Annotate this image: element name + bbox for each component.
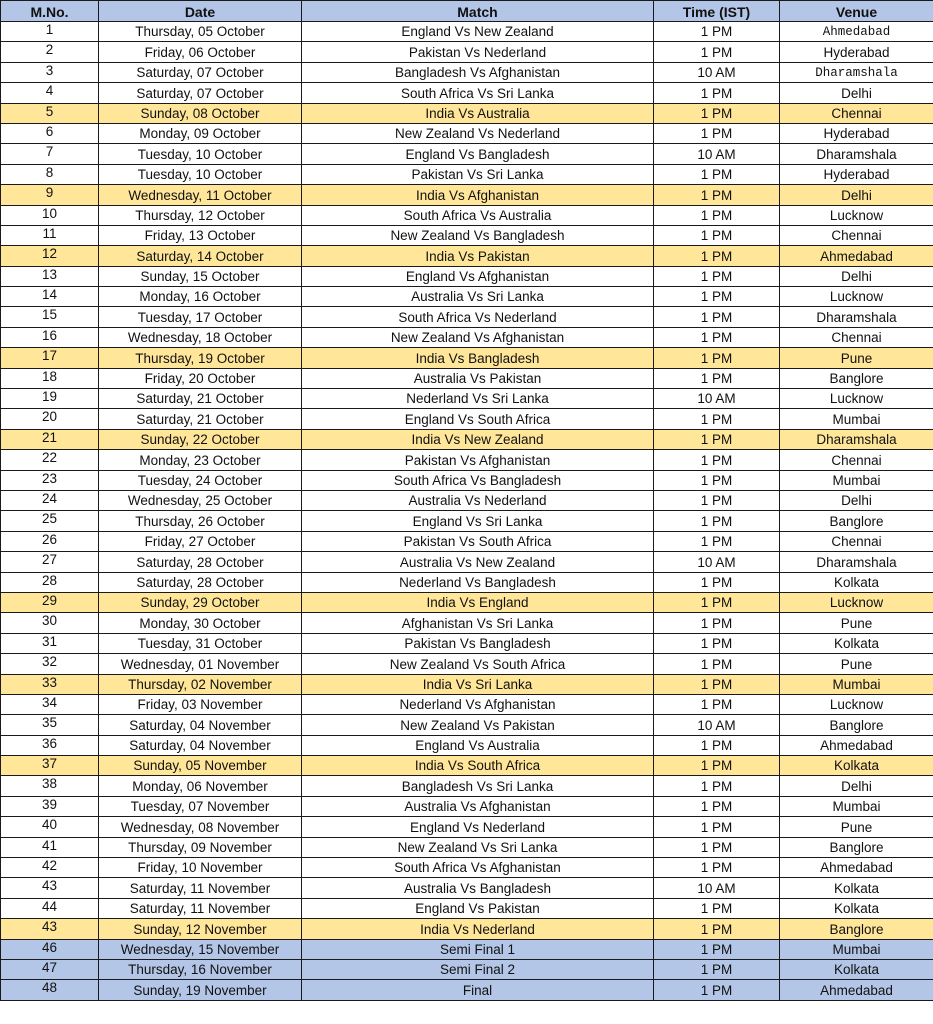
date-cell: Saturday, 11 November bbox=[99, 898, 302, 918]
time-cell: 1 PM bbox=[654, 123, 780, 143]
venue-cell: Delhi bbox=[780, 185, 933, 205]
time-cell: 1 PM bbox=[654, 42, 780, 62]
table-row bbox=[1, 123, 933, 143]
match-number-cell: 37 bbox=[1, 756, 99, 776]
venue-cell: Dharamshala bbox=[780, 144, 933, 164]
table-row bbox=[1, 715, 933, 735]
time-cell: 10 AM bbox=[654, 62, 780, 82]
date-cell: Monday, 16 October bbox=[99, 287, 302, 307]
time-cell: 1 PM bbox=[654, 572, 780, 592]
match-number-cell: 25 bbox=[1, 511, 99, 531]
venue-cell: Pune bbox=[780, 348, 933, 368]
match-cell: Australia Vs Afghanistan bbox=[302, 796, 654, 816]
venue-cell: Ahmedabad bbox=[780, 735, 933, 755]
table-row bbox=[1, 205, 933, 225]
date-cell: Wednesday, 25 October bbox=[99, 490, 302, 510]
match-number-cell: 17 bbox=[1, 348, 99, 368]
time-cell: 1 PM bbox=[654, 796, 780, 816]
venue-cell: Banglore bbox=[780, 715, 933, 735]
match-cell: India Vs Australia bbox=[302, 103, 654, 123]
match-cell: England Vs Pakistan bbox=[302, 898, 654, 918]
match-cell: South Africa Vs Afghanistan bbox=[302, 858, 654, 878]
table-row bbox=[1, 898, 933, 918]
date-cell: Saturday, 14 October bbox=[99, 246, 302, 266]
date-cell: Sunday, 29 October bbox=[99, 592, 302, 612]
date-cell: Friday, 27 October bbox=[99, 531, 302, 551]
table-row bbox=[1, 776, 933, 796]
venue-cell: Mumbai bbox=[780, 674, 933, 694]
match-number-cell: 3 bbox=[1, 62, 99, 82]
table-row bbox=[1, 470, 933, 490]
match-cell: South Africa Vs Bangladesh bbox=[302, 470, 654, 490]
venue-cell: Hyderabad bbox=[780, 123, 933, 143]
time-cell: 1 PM bbox=[654, 919, 780, 939]
match-cell: Afghanistan Vs Sri Lanka bbox=[302, 613, 654, 633]
match-number-cell: 28 bbox=[1, 572, 99, 592]
date-cell: Tuesday, 07 November bbox=[99, 796, 302, 816]
venue-cell: Kolkata bbox=[780, 878, 933, 898]
match-number-cell: 35 bbox=[1, 715, 99, 735]
match-cell: England Vs Afghanistan bbox=[302, 266, 654, 286]
match-cell: India Vs Bangladesh bbox=[302, 348, 654, 368]
time-cell: 1 PM bbox=[654, 450, 780, 470]
match-number-cell: 26 bbox=[1, 531, 99, 551]
table-row bbox=[1, 185, 933, 205]
match-cell: England Vs Nederland bbox=[302, 817, 654, 837]
match-number-cell: 24 bbox=[1, 490, 99, 510]
match-cell: Pakistan Vs Afghanistan bbox=[302, 450, 654, 470]
match-cell: Nederland Vs Sri Lanka bbox=[302, 389, 654, 409]
match-number-cell: 40 bbox=[1, 817, 99, 837]
match-number-cell: 31 bbox=[1, 633, 99, 653]
table-row bbox=[1, 613, 933, 633]
match-number-cell: 21 bbox=[1, 429, 99, 449]
table-row bbox=[1, 409, 933, 429]
table-row bbox=[1, 42, 933, 62]
time-cell: 1 PM bbox=[654, 409, 780, 429]
table-row bbox=[1, 327, 933, 347]
match-number-cell: 44 bbox=[1, 898, 99, 918]
venue-cell: Pune bbox=[780, 654, 933, 674]
time-cell: 1 PM bbox=[654, 103, 780, 123]
date-cell: Friday, 10 November bbox=[99, 858, 302, 878]
venue-cell: Hyderabad bbox=[780, 42, 933, 62]
match-cell: Australia Vs Sri Lanka bbox=[302, 287, 654, 307]
venue-cell: Chennai bbox=[780, 327, 933, 347]
match-cell: South Africa Vs Australia bbox=[302, 205, 654, 225]
date-cell: Sunday, 22 October bbox=[99, 429, 302, 449]
match-number-cell: 1 bbox=[1, 22, 99, 42]
match-number-cell: 2 bbox=[1, 42, 99, 62]
table-row bbox=[1, 980, 933, 1000]
venue-cell: Hyderabad bbox=[780, 164, 933, 184]
time-cell: 1 PM bbox=[654, 287, 780, 307]
date-cell: Saturday, 11 November bbox=[99, 878, 302, 898]
venue-cell: Delhi bbox=[780, 776, 933, 796]
time-cell: 1 PM bbox=[654, 980, 780, 1000]
time-cell: 1 PM bbox=[654, 817, 780, 837]
date-cell: Thursday, 12 October bbox=[99, 205, 302, 225]
match-number-cell: 9 bbox=[1, 185, 99, 205]
match-number-cell: 42 bbox=[1, 858, 99, 878]
venue-cell: Delhi bbox=[780, 490, 933, 510]
table-row bbox=[1, 735, 933, 755]
table-row bbox=[1, 572, 933, 592]
match-number-cell: 48 bbox=[1, 980, 99, 1000]
table-row bbox=[1, 450, 933, 470]
venue-cell: Dharamshala bbox=[780, 552, 933, 572]
table-row bbox=[1, 592, 933, 612]
match-number-cell: 30 bbox=[1, 613, 99, 633]
match-cell: Bangladesh Vs Afghanistan bbox=[302, 62, 654, 82]
date-cell: Saturday, 04 November bbox=[99, 735, 302, 755]
venue-cell: Ahmedabad bbox=[780, 980, 933, 1000]
date-cell: Saturday, 28 October bbox=[99, 572, 302, 592]
venue-cell: Dharamshala bbox=[780, 429, 933, 449]
venue-cell: Chennai bbox=[780, 103, 933, 123]
venue-cell: Kolkata bbox=[780, 756, 933, 776]
match-cell: New Zealand Vs Afghanistan bbox=[302, 327, 654, 347]
table-row bbox=[1, 674, 933, 694]
match-number-cell: 39 bbox=[1, 796, 99, 816]
table-row bbox=[1, 144, 933, 164]
table-row bbox=[1, 389, 933, 409]
match-number-cell: 29 bbox=[1, 592, 99, 612]
match-cell: Semi Final 1 bbox=[302, 939, 654, 959]
match-number-cell: 10 bbox=[1, 205, 99, 225]
venue-cell: Banglore bbox=[780, 368, 933, 388]
match-cell: Bangladesh Vs Sri Lanka bbox=[302, 776, 654, 796]
match-cell: India Vs Sri Lanka bbox=[302, 674, 654, 694]
venue-cell: Dharamshala bbox=[780, 62, 933, 82]
time-cell: 1 PM bbox=[654, 490, 780, 510]
match-cell: New Zealand Vs Bangladesh bbox=[302, 225, 654, 245]
match-cell: Pakistan Vs Sri Lanka bbox=[302, 164, 654, 184]
match-number-cell: 32 bbox=[1, 654, 99, 674]
venue-cell: Kolkata bbox=[780, 633, 933, 653]
time-cell: 1 PM bbox=[654, 327, 780, 347]
match-cell: New Zealand Vs Pakistan bbox=[302, 715, 654, 735]
venue-cell: Banglore bbox=[780, 837, 933, 857]
date-cell: Friday, 20 October bbox=[99, 368, 302, 388]
match-cell: New Zealand Vs Nederland bbox=[302, 123, 654, 143]
time-cell: 1 PM bbox=[654, 694, 780, 714]
date-cell: Monday, 30 October bbox=[99, 613, 302, 633]
date-cell: Saturday, 21 October bbox=[99, 389, 302, 409]
date-cell: Monday, 09 October bbox=[99, 123, 302, 143]
venue-cell: Pune bbox=[780, 817, 933, 837]
venue-cell: Mumbai bbox=[780, 409, 933, 429]
date-cell: Wednesday, 11 October bbox=[99, 185, 302, 205]
match-number-cell: 33 bbox=[1, 674, 99, 694]
match-cell: England Vs Bangladesh bbox=[302, 144, 654, 164]
table-row bbox=[1, 164, 933, 184]
date-cell: Thursday, 16 November bbox=[99, 959, 302, 979]
venue-cell: Kolkata bbox=[780, 959, 933, 979]
time-cell: 1 PM bbox=[654, 185, 780, 205]
match-cell: Australia Vs Bangladesh bbox=[302, 878, 654, 898]
match-number-cell: 41 bbox=[1, 837, 99, 857]
match-cell: India Vs Afghanistan bbox=[302, 185, 654, 205]
time-cell: 1 PM bbox=[654, 959, 780, 979]
venue-cell: Lucknow bbox=[780, 389, 933, 409]
match-number-cell: 13 bbox=[1, 266, 99, 286]
venue-cell: Kolkata bbox=[780, 898, 933, 918]
match-cell: England Vs Australia bbox=[302, 735, 654, 755]
date-cell: Friday, 03 November bbox=[99, 694, 302, 714]
date-cell: Tuesday, 24 October bbox=[99, 470, 302, 490]
venue-cell: Chennai bbox=[780, 531, 933, 551]
venue-cell: Chennai bbox=[780, 450, 933, 470]
table-row bbox=[1, 959, 933, 979]
match-number-cell: 4 bbox=[1, 83, 99, 103]
schedule-rows bbox=[1, 22, 933, 1001]
date-cell: Sunday, 08 October bbox=[99, 103, 302, 123]
venue-cell: Mumbai bbox=[780, 470, 933, 490]
match-number-cell: 14 bbox=[1, 287, 99, 307]
header-match: Match bbox=[302, 1, 654, 22]
time-cell: 10 AM bbox=[654, 389, 780, 409]
match-number-cell: 6 bbox=[1, 123, 99, 143]
match-cell: Final bbox=[302, 980, 654, 1000]
match-cell: India Vs England bbox=[302, 592, 654, 612]
date-cell: Saturday, 07 October bbox=[99, 62, 302, 82]
date-cell: Sunday, 12 November bbox=[99, 919, 302, 939]
table-row bbox=[1, 552, 933, 572]
match-number-cell: 43 bbox=[1, 919, 99, 939]
venue-cell: Ahmedabad bbox=[780, 22, 933, 42]
venue-cell: Lucknow bbox=[780, 205, 933, 225]
time-cell: 1 PM bbox=[654, 654, 780, 674]
time-cell: 1 PM bbox=[654, 939, 780, 959]
date-cell: Sunday, 15 October bbox=[99, 266, 302, 286]
date-cell: Sunday, 19 November bbox=[99, 980, 302, 1000]
date-cell: Friday, 13 October bbox=[99, 225, 302, 245]
match-number-cell: 15 bbox=[1, 307, 99, 327]
match-number-cell: 18 bbox=[1, 368, 99, 388]
header-date: Date bbox=[99, 1, 302, 22]
match-number-cell: 27 bbox=[1, 552, 99, 572]
venue-cell: Mumbai bbox=[780, 939, 933, 959]
date-cell: Wednesday, 18 October bbox=[99, 327, 302, 347]
date-cell: Tuesday, 31 October bbox=[99, 633, 302, 653]
time-cell: 1 PM bbox=[654, 246, 780, 266]
table-row bbox=[1, 62, 933, 82]
date-cell: Thursday, 09 November bbox=[99, 837, 302, 857]
match-number-cell: 19 bbox=[1, 389, 99, 409]
match-cell: Pakistan Vs Nederland bbox=[302, 42, 654, 62]
venue-cell: Ahmedabad bbox=[780, 858, 933, 878]
header-time: Time (IST) bbox=[654, 1, 780, 22]
match-cell: India Vs Pakistan bbox=[302, 246, 654, 266]
time-cell: 1 PM bbox=[654, 858, 780, 878]
table-row bbox=[1, 837, 933, 857]
time-cell: 1 PM bbox=[654, 674, 780, 694]
match-number-cell: 20 bbox=[1, 409, 99, 429]
match-cell: Pakistan Vs South Africa bbox=[302, 531, 654, 551]
match-cell: Pakistan Vs Bangladesh bbox=[302, 633, 654, 653]
match-cell: India Vs South Africa bbox=[302, 756, 654, 776]
match-cell: England Vs South Africa bbox=[302, 409, 654, 429]
time-cell: 1 PM bbox=[654, 633, 780, 653]
time-cell: 1 PM bbox=[654, 511, 780, 531]
venue-cell: Lucknow bbox=[780, 592, 933, 612]
table-row bbox=[1, 490, 933, 510]
table-row bbox=[1, 694, 933, 714]
venue-cell: Kolkata bbox=[780, 572, 933, 592]
time-cell: 1 PM bbox=[654, 368, 780, 388]
time-cell: 1 PM bbox=[654, 735, 780, 755]
table-row bbox=[1, 307, 933, 327]
match-number-cell: 23 bbox=[1, 470, 99, 490]
venue-cell: Pune bbox=[780, 613, 933, 633]
venue-cell: Lucknow bbox=[780, 694, 933, 714]
venue-cell: Mumbai bbox=[780, 796, 933, 816]
date-cell: Saturday, 21 October bbox=[99, 409, 302, 429]
time-cell: 1 PM bbox=[654, 83, 780, 103]
table-row bbox=[1, 266, 933, 286]
date-cell: Thursday, 02 November bbox=[99, 674, 302, 694]
table-row bbox=[1, 368, 933, 388]
match-number-cell: 43 bbox=[1, 878, 99, 898]
time-cell: 10 AM bbox=[654, 552, 780, 572]
date-cell: Thursday, 05 October bbox=[99, 22, 302, 42]
match-cell: Nederland Vs Afghanistan bbox=[302, 694, 654, 714]
match-cell: Semi Final 2 bbox=[302, 959, 654, 979]
table-row bbox=[1, 919, 933, 939]
time-cell: 1 PM bbox=[654, 22, 780, 42]
time-cell: 1 PM bbox=[654, 470, 780, 490]
match-cell: India Vs Nederland bbox=[302, 919, 654, 939]
date-cell: Thursday, 19 October bbox=[99, 348, 302, 368]
match-cell: New Zealand Vs South Africa bbox=[302, 654, 654, 674]
match-cell: South Africa Vs Sri Lanka bbox=[302, 83, 654, 103]
venue-cell: Ahmedabad bbox=[780, 246, 933, 266]
time-cell: 1 PM bbox=[654, 307, 780, 327]
table-row bbox=[1, 654, 933, 674]
time-cell: 1 PM bbox=[654, 837, 780, 857]
match-cell: India Vs New Zealand bbox=[302, 429, 654, 449]
table-row bbox=[1, 103, 933, 123]
time-cell: 10 AM bbox=[654, 715, 780, 735]
time-cell: 1 PM bbox=[654, 429, 780, 449]
match-cell: England Vs New Zealand bbox=[302, 22, 654, 42]
match-number-cell: 8 bbox=[1, 164, 99, 184]
date-cell: Wednesday, 15 November bbox=[99, 939, 302, 959]
match-cell: England Vs Sri Lanka bbox=[302, 511, 654, 531]
table-row bbox=[1, 83, 933, 103]
date-cell: Saturday, 04 November bbox=[99, 715, 302, 735]
time-cell: 1 PM bbox=[654, 348, 780, 368]
time-cell: 1 PM bbox=[654, 225, 780, 245]
date-cell: Monday, 06 November bbox=[99, 776, 302, 796]
table-row bbox=[1, 796, 933, 816]
match-number-cell: 47 bbox=[1, 959, 99, 979]
date-cell: Tuesday, 10 October bbox=[99, 164, 302, 184]
match-number-cell: 22 bbox=[1, 450, 99, 470]
venue-cell: Chennai bbox=[780, 225, 933, 245]
match-cell: Nederland Vs Bangladesh bbox=[302, 572, 654, 592]
date-cell: Monday, 23 October bbox=[99, 450, 302, 470]
venue-cell: Lucknow bbox=[780, 287, 933, 307]
header-row bbox=[1, 1, 933, 22]
table-row bbox=[1, 22, 933, 42]
time-cell: 10 AM bbox=[654, 144, 780, 164]
date-cell: Friday, 06 October bbox=[99, 42, 302, 62]
time-cell: 1 PM bbox=[654, 776, 780, 796]
match-number-cell: 7 bbox=[1, 144, 99, 164]
date-cell: Saturday, 07 October bbox=[99, 83, 302, 103]
time-cell: 1 PM bbox=[654, 205, 780, 225]
match-number-cell: 34 bbox=[1, 694, 99, 714]
date-cell: Tuesday, 10 October bbox=[99, 144, 302, 164]
table-row bbox=[1, 225, 933, 245]
match-cell: Australia Vs New Zealand bbox=[302, 552, 654, 572]
time-cell: 1 PM bbox=[654, 898, 780, 918]
venue-cell: Delhi bbox=[780, 266, 933, 286]
date-cell: Wednesday, 01 November bbox=[99, 654, 302, 674]
date-cell: Saturday, 28 October bbox=[99, 552, 302, 572]
table-row bbox=[1, 756, 933, 776]
venue-cell: Dharamshala bbox=[780, 307, 933, 327]
venue-cell: Banglore bbox=[780, 511, 933, 531]
table-row bbox=[1, 858, 933, 878]
time-cell: 1 PM bbox=[654, 531, 780, 551]
match-cell: Australia Vs Nederland bbox=[302, 490, 654, 510]
date-cell: Sunday, 05 November bbox=[99, 756, 302, 776]
match-cell: South Africa Vs Nederland bbox=[302, 307, 654, 327]
table-row bbox=[1, 878, 933, 898]
venue-cell: Banglore bbox=[780, 919, 933, 939]
table-row bbox=[1, 817, 933, 837]
table-row bbox=[1, 429, 933, 449]
table-row bbox=[1, 246, 933, 266]
time-cell: 1 PM bbox=[654, 266, 780, 286]
match-number-cell: 38 bbox=[1, 776, 99, 796]
time-cell: 10 AM bbox=[654, 878, 780, 898]
table-row bbox=[1, 287, 933, 307]
match-number-cell: 36 bbox=[1, 735, 99, 755]
time-cell: 1 PM bbox=[654, 756, 780, 776]
match-number-cell: 46 bbox=[1, 939, 99, 959]
date-cell: Tuesday, 17 October bbox=[99, 307, 302, 327]
match-cell: New Zealand Vs Sri Lanka bbox=[302, 837, 654, 857]
date-cell: Wednesday, 08 November bbox=[99, 817, 302, 837]
table-row bbox=[1, 633, 933, 653]
match-number-cell: 12 bbox=[1, 246, 99, 266]
date-cell: Thursday, 26 October bbox=[99, 511, 302, 531]
match-number-cell: 5 bbox=[1, 103, 99, 123]
table-row bbox=[1, 939, 933, 959]
table-row bbox=[1, 348, 933, 368]
header-venue: Venue bbox=[780, 1, 933, 22]
table-row bbox=[1, 531, 933, 551]
time-cell: 1 PM bbox=[654, 613, 780, 633]
table-row bbox=[1, 511, 933, 531]
venue-cell: Delhi bbox=[780, 83, 933, 103]
match-number-cell: 11 bbox=[1, 225, 99, 245]
match-cell: Australia Vs Pakistan bbox=[302, 368, 654, 388]
time-cell: 1 PM bbox=[654, 164, 780, 184]
match-number-cell: 16 bbox=[1, 327, 99, 347]
time-cell: 1 PM bbox=[654, 592, 780, 612]
header-match-no: M.No. bbox=[1, 1, 99, 22]
